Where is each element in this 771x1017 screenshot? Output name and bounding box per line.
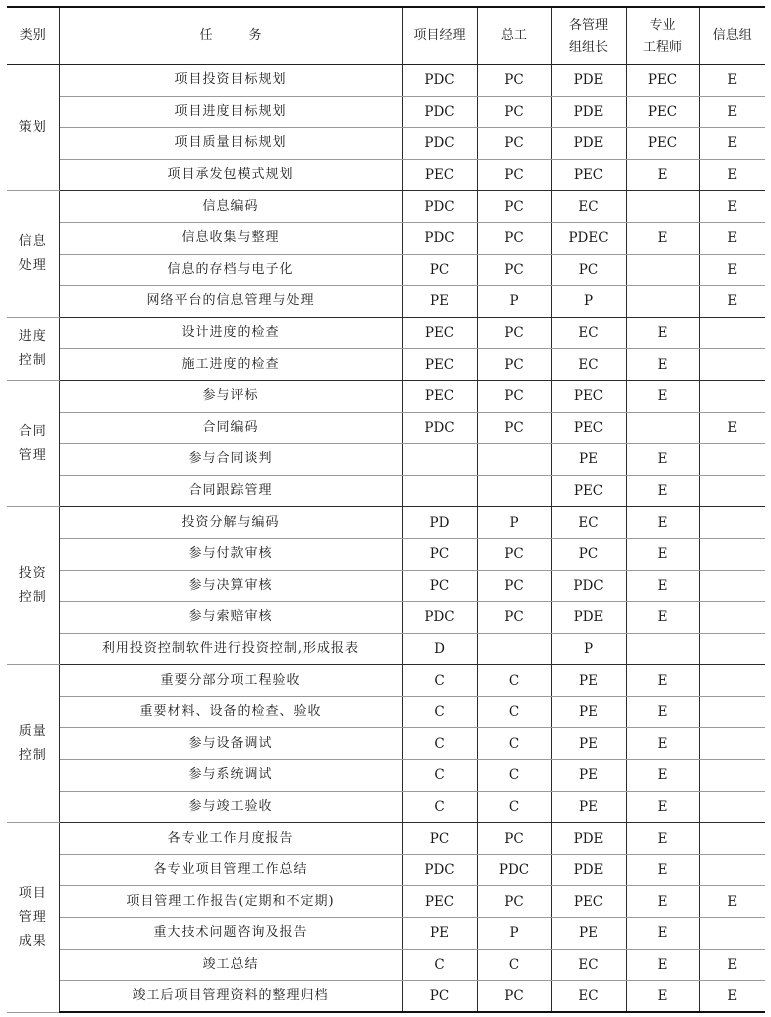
info-group-cell [699, 696, 765, 728]
specialist-engineer-cell: E [626, 981, 699, 1013]
chief-engineer-cell: PC [477, 191, 551, 223]
group-leader-cell: PDE [551, 65, 626, 97]
task-cell: 重要材料、设备的检查、验收 [59, 696, 402, 728]
chief-engineer-cell: PC [477, 538, 551, 570]
table-row [7, 602, 765, 634]
chief-engineer-cell: C [477, 791, 551, 823]
group-leader-cell: PE [551, 665, 626, 697]
group-leader-cell: EC [551, 981, 626, 1013]
group-leader-cell: PEC [551, 412, 626, 444]
specialist-engineer-cell: E [626, 349, 699, 381]
header-task [59, 7, 402, 65]
group-leader-cell: PE [551, 918, 626, 950]
specialist-engineer-cell: E [626, 949, 699, 981]
project-manager-cell [402, 475, 477, 507]
project-manager-cell: PDC [402, 65, 477, 97]
project-manager-cell: PDC [402, 191, 477, 223]
info-group-cell: E [699, 286, 765, 318]
table-row [7, 791, 765, 823]
specialist-engineer-cell: E [626, 222, 699, 254]
task-cell: 信息编码 [59, 191, 402, 223]
specialist-engineer-cell: E [626, 886, 699, 918]
info-group-cell: E [699, 254, 765, 286]
table-row [7, 507, 765, 539]
chief-engineer-cell: P [477, 918, 551, 950]
category-label-line: 管理 [18, 909, 47, 925]
specialist-engineer-cell: PEC [626, 96, 699, 128]
info-group-cell: E [699, 191, 765, 223]
chief-engineer-cell: P [477, 507, 551, 539]
chief-engineer-cell [477, 633, 551, 665]
group-leader-cell: EC [551, 507, 626, 539]
group-leader-cell: PC [551, 538, 626, 570]
info-group-cell [699, 475, 765, 507]
info-group-cell [699, 602, 765, 634]
chief-engineer-cell: PC [477, 823, 551, 855]
specialist-engineer-cell: E [626, 159, 699, 191]
header-specialist-engineer-line-2: 工程师 [642, 40, 682, 55]
group-leader-cell: PDE [551, 128, 626, 160]
info-group-cell [699, 633, 765, 665]
table-body [7, 65, 765, 1013]
header-task-char-2: 务 [248, 28, 262, 43]
info-group-cell [699, 380, 765, 412]
chief-engineer-cell [477, 475, 551, 507]
info-group-cell: E [699, 949, 765, 981]
task-cell: 参与评标 [59, 380, 402, 412]
specialist-engineer-cell: E [626, 760, 699, 792]
header-specialist-engineer-line-1: 专业 [649, 18, 676, 33]
task-cell: 利用投资控制软件进行投资控制,形成报表 [59, 633, 402, 665]
table-row [7, 854, 765, 886]
specialist-engineer-cell [626, 412, 699, 444]
category-label-line: 控制 [18, 589, 47, 605]
chief-engineer-cell: PC [477, 602, 551, 634]
category-cell [7, 507, 59, 665]
project-manager-cell: PE [402, 918, 477, 950]
specialist-engineer-cell: E [626, 507, 699, 539]
task-cell: 项目管理工作报告(定期和不定期) [59, 886, 402, 918]
task-cell: 参与决算审核 [59, 570, 402, 602]
task-cell: 信息收集与整理 [59, 222, 402, 254]
info-group-cell [699, 538, 765, 570]
task-cell: 重要分部分项工程验收 [59, 665, 402, 697]
group-leader-cell: PDE [551, 823, 626, 855]
group-leader-cell: PEC [551, 475, 626, 507]
header-category: 类别 [7, 7, 59, 65]
project-manager-cell: PD [402, 507, 477, 539]
header-group-leader-line-1: 各管理 [568, 18, 608, 33]
table-row [7, 728, 765, 760]
category-cell [7, 823, 59, 1013]
table-row [7, 538, 765, 570]
task-cell: 项目承发包模式规划 [59, 159, 402, 191]
table-row [7, 570, 765, 602]
group-leader-cell: PC [551, 254, 626, 286]
project-manager-cell: PDC [402, 96, 477, 128]
project-manager-cell: D [402, 633, 477, 665]
project-manager-cell [402, 444, 477, 476]
chief-engineer-cell: PC [477, 981, 551, 1013]
project-manager-cell: PDC [402, 602, 477, 634]
task-cell: 设计进度的检查 [59, 317, 402, 349]
task-cell: 竣工总结 [59, 949, 402, 981]
responsibility-table-container [7, 6, 765, 1013]
category-label-line: 质量 [18, 723, 47, 739]
chief-engineer-cell: PDC [477, 854, 551, 886]
specialist-engineer-cell: E [626, 380, 699, 412]
category-cell [7, 191, 59, 317]
task-cell: 项目质量目标规划 [59, 128, 402, 160]
chief-engineer-cell: PC [477, 412, 551, 444]
table-row [7, 254, 765, 286]
specialist-engineer-cell: E [626, 918, 699, 950]
chief-engineer-cell: PC [477, 380, 551, 412]
table-row [7, 412, 765, 444]
chief-engineer-cell: PC [477, 222, 551, 254]
project-manager-cell: C [402, 728, 477, 760]
task-cell: 参与设备调试 [59, 728, 402, 760]
table-row [7, 159, 765, 191]
task-cell: 合同跟踪管理 [59, 475, 402, 507]
specialist-engineer-cell: E [626, 538, 699, 570]
info-group-cell: E [699, 128, 765, 160]
table-row [7, 665, 765, 697]
info-group-cell: E [699, 412, 765, 444]
table-row [7, 349, 765, 381]
info-group-cell [699, 317, 765, 349]
header-task-char-1: 任 [199, 28, 213, 43]
group-leader-cell: PE [551, 728, 626, 760]
category-label-line: 管理 [18, 447, 47, 463]
chief-engineer-cell: PC [477, 349, 551, 381]
project-manager-cell: PEC [402, 886, 477, 918]
group-leader-cell: PDE [551, 602, 626, 634]
table-row [7, 65, 765, 97]
task-cell: 重大技术问题咨询及报告 [59, 918, 402, 950]
info-group-cell [699, 791, 765, 823]
specialist-engineer-cell [626, 191, 699, 223]
group-leader-cell: PDE [551, 854, 626, 886]
header-info-group: 信息组 [699, 7, 765, 65]
info-group-cell [699, 823, 765, 855]
project-manager-cell: PDC [402, 128, 477, 160]
project-manager-cell: C [402, 665, 477, 697]
table-row [7, 918, 765, 950]
group-leader-cell: PDEC [551, 222, 626, 254]
group-leader-cell: PEC [551, 159, 626, 191]
info-group-cell [699, 665, 765, 697]
header-group-leader [551, 7, 626, 65]
chief-engineer-cell: C [477, 760, 551, 792]
project-manager-cell: C [402, 760, 477, 792]
group-leader-cell: P [551, 633, 626, 665]
info-group-cell [699, 570, 765, 602]
project-manager-cell: PE [402, 286, 477, 318]
chief-engineer-cell [477, 444, 551, 476]
project-manager-cell: PC [402, 570, 477, 602]
specialist-engineer-cell [626, 286, 699, 318]
header-chief-engineer: 总工 [477, 7, 551, 65]
category-label-line: 控制 [18, 747, 47, 763]
project-manager-cell: C [402, 791, 477, 823]
group-leader-cell: PEC [551, 380, 626, 412]
info-group-cell [699, 349, 765, 381]
group-leader-cell: EC [551, 317, 626, 349]
specialist-engineer-cell: E [626, 602, 699, 634]
task-cell: 信息的存档与电子化 [59, 254, 402, 286]
task-cell: 项目进度目标规划 [59, 96, 402, 128]
project-manager-cell: PEC [402, 380, 477, 412]
group-leader-cell: PE [551, 696, 626, 728]
chief-engineer-cell: P [477, 286, 551, 318]
specialist-engineer-cell: E [626, 444, 699, 476]
table-row [7, 191, 765, 223]
chief-engineer-cell: C [477, 949, 551, 981]
project-manager-cell: PC [402, 254, 477, 286]
specialist-engineer-cell: E [626, 570, 699, 602]
category-cell [7, 380, 59, 506]
project-manager-cell: PC [402, 981, 477, 1013]
table-row [7, 380, 765, 412]
project-manager-cell: PC [402, 823, 477, 855]
category-cell [7, 317, 59, 380]
specialist-engineer-cell: E [626, 665, 699, 697]
specialist-engineer-cell: PEC [626, 128, 699, 160]
info-group-cell: E [699, 96, 765, 128]
group-leader-cell: PEC [551, 886, 626, 918]
group-leader-cell: EC [551, 949, 626, 981]
group-leader-cell: PE [551, 760, 626, 792]
info-group-cell [699, 444, 765, 476]
group-leader-cell: EC [551, 349, 626, 381]
category-label-line: 控制 [18, 352, 47, 368]
info-group-cell [699, 918, 765, 950]
category-label-line: 项目 [18, 885, 47, 901]
category-label-line: 处理 [18, 258, 47, 274]
task-cell: 项目投资目标规划 [59, 65, 402, 97]
chief-engineer-cell: PC [477, 159, 551, 191]
info-group-cell: E [699, 65, 765, 97]
group-leader-cell: PDC [551, 570, 626, 602]
category-label-line: 策划 [18, 119, 47, 135]
project-manager-cell: PDC [402, 222, 477, 254]
chief-engineer-cell: PC [477, 570, 551, 602]
task-cell: 各专业工作月度报告 [59, 823, 402, 855]
header-specialist-engineer [626, 7, 699, 65]
task-cell: 施工进度的检查 [59, 349, 402, 381]
info-group-cell [699, 507, 765, 539]
table-row [7, 886, 765, 918]
group-leader-cell: P [551, 286, 626, 318]
chief-engineer-cell: C [477, 728, 551, 760]
category-cell [7, 665, 59, 823]
task-cell: 各专业项目管理工作总结 [59, 854, 402, 886]
specialist-engineer-cell: E [626, 317, 699, 349]
info-group-cell: E [699, 222, 765, 254]
project-manager-cell: PDC [402, 412, 477, 444]
group-leader-cell: PE [551, 791, 626, 823]
project-manager-cell: PEC [402, 349, 477, 381]
table-row [7, 696, 765, 728]
info-group-cell [699, 728, 765, 760]
specialist-engineer-cell: PEC [626, 65, 699, 97]
category-label-line: 合同 [18, 423, 47, 439]
table-row [7, 128, 765, 160]
chief-engineer-cell: PC [477, 886, 551, 918]
task-cell: 参与索赔审核 [59, 602, 402, 634]
chief-engineer-cell: PC [477, 65, 551, 97]
specialist-engineer-cell: E [626, 791, 699, 823]
group-leader-cell: PE [551, 444, 626, 476]
chief-engineer-cell: PC [477, 96, 551, 128]
task-cell: 投资分解与编码 [59, 507, 402, 539]
specialist-engineer-cell [626, 254, 699, 286]
category-label-line: 投资 [18, 565, 47, 581]
info-group-cell [699, 760, 765, 792]
project-manager-cell: PC [402, 538, 477, 570]
chief-engineer-cell: PC [477, 128, 551, 160]
task-cell: 参与合同谈判 [59, 444, 402, 476]
header-row [7, 7, 765, 65]
task-cell: 网络平台的信息管理与处理 [59, 286, 402, 318]
specialist-engineer-cell: E [626, 475, 699, 507]
category-cell [7, 65, 59, 191]
header-group-leader-line-2: 组组长 [568, 40, 608, 55]
task-cell: 参与系统调试 [59, 760, 402, 792]
table-row [7, 96, 765, 128]
task-cell: 参与付款审核 [59, 538, 402, 570]
info-group-cell [699, 854, 765, 886]
project-manager-cell: PEC [402, 317, 477, 349]
project-manager-cell: PDC [402, 854, 477, 886]
table-row [7, 222, 765, 254]
project-manager-cell: PEC [402, 159, 477, 191]
header-project-manager: 项目经理 [402, 7, 477, 65]
table-row [7, 633, 765, 665]
specialist-engineer-cell [626, 633, 699, 665]
table-row [7, 317, 765, 349]
category-label-line: 进度 [18, 328, 47, 344]
table-row [7, 475, 765, 507]
specialist-engineer-cell: E [626, 696, 699, 728]
responsibility-matrix-table [7, 6, 765, 1013]
chief-engineer-cell: PC [477, 317, 551, 349]
table-row [7, 981, 765, 1013]
task-cell: 参与竣工验收 [59, 791, 402, 823]
project-manager-cell: C [402, 949, 477, 981]
chief-engineer-cell: C [477, 696, 551, 728]
table-row [7, 760, 765, 792]
table-row [7, 949, 765, 981]
info-group-cell: E [699, 159, 765, 191]
specialist-engineer-cell: E [626, 854, 699, 886]
group-leader-cell: EC [551, 191, 626, 223]
info-group-cell: E [699, 981, 765, 1013]
category-label-line: 信息 [18, 234, 47, 250]
table-row [7, 444, 765, 476]
task-cell: 竣工后项目管理资料的整理归档 [59, 981, 402, 1013]
specialist-engineer-cell: E [626, 728, 699, 760]
chief-engineer-cell: C [477, 665, 551, 697]
chief-engineer-cell: PC [477, 254, 551, 286]
info-group-cell: E [699, 886, 765, 918]
specialist-engineer-cell: E [626, 823, 699, 855]
category-label-line: 成果 [18, 933, 47, 949]
table-row [7, 823, 765, 855]
table-row [7, 286, 765, 318]
task-cell: 合同编码 [59, 412, 402, 444]
project-manager-cell: C [402, 696, 477, 728]
group-leader-cell: PDE [551, 96, 626, 128]
